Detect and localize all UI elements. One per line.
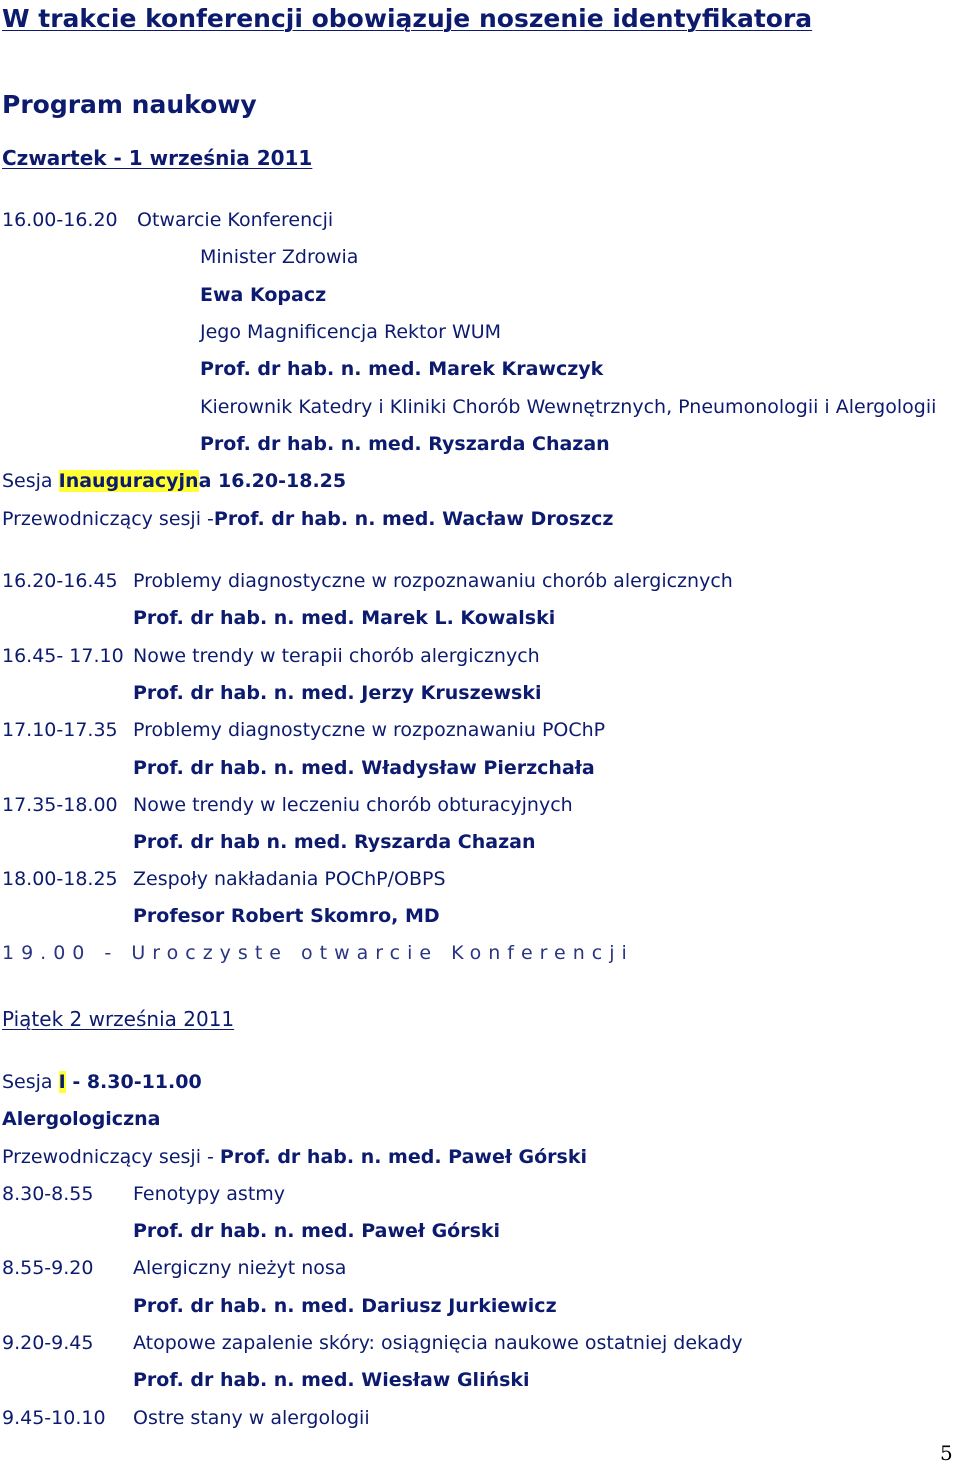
talk-8-time: 9.20-9.45 xyxy=(2,1332,94,1354)
page-title: W trakcie konferencji obowiązuje noszenie identyfikatora xyxy=(2,4,813,33)
talk-8-speaker: Prof. dr hab. n. med. Wiesław Gliński xyxy=(133,1369,530,1391)
talk-3-title: Problemy diagnostyczne w rozpoznawaniu POChP xyxy=(133,719,606,741)
talk-3-time: 17.10-17.35 xyxy=(2,719,118,741)
talk-2-title: Nowe trendy w terapii chorób alergicznych xyxy=(133,645,540,667)
opening-line-6: Prof. dr hab. n. med. Ryszarda Chazan xyxy=(200,433,610,455)
talk-6-title: Fenotypy astmy xyxy=(133,1183,286,1205)
opening-time: 16.00-16.20 xyxy=(2,209,118,231)
talk-4-title: Nowe trendy w leczeniu chorób obturacyjnych xyxy=(133,794,573,816)
talk-1-time: 16.20-16.45 xyxy=(2,570,118,592)
talk-5-speaker: Profesor Robert Skomro, MD xyxy=(133,905,440,927)
opening-line-5: Kierownik Katedry i Kliniki Chorób Wewnętrznych, Pneumonologii i Alergologii xyxy=(200,396,937,418)
talk-2-speaker: Prof. dr hab. n. med. Jerzy Kruszewski xyxy=(133,682,542,704)
program-heading: Program naukowy xyxy=(2,90,257,119)
talk-6-time: 8.30-8.55 xyxy=(2,1183,94,1205)
talk-5-time: 18.00-18.25 xyxy=(2,868,118,890)
day1-heading: Czwartek - 1 września 2011 xyxy=(2,146,313,170)
session-inaugural-chair: Przewodniczący sesji -Prof. dr hab. n. med. Wacław Droszcz xyxy=(2,508,614,530)
opening-title: Otwarcie Konferencji xyxy=(137,209,334,231)
talk-7-speaker: Prof. dr hab. n. med. Dariusz Jurkiewicz xyxy=(133,1295,557,1317)
day2-heading: Piątek 2 września 2011 xyxy=(2,1007,235,1031)
talk-3-speaker: Prof. dr hab. n. med. Władysław Pierzchała xyxy=(133,757,595,779)
talk-4-time: 17.35-18.00 xyxy=(2,794,118,816)
session-1-chair: Przewodniczący sesji - Prof. dr hab. n. med. Paweł Górski xyxy=(2,1146,587,1168)
page-number: 5 xyxy=(940,1441,953,1465)
talk-7-title: Alergiczny nieżyt nosa xyxy=(133,1257,347,1279)
opening-line-3: Jego Magnificencja Rektor WUM xyxy=(200,321,502,343)
talk-8-title: Atopowe zapalenie skóry: osiągnięcia naukowe ostatniej dekady xyxy=(133,1332,743,1354)
ceremony-line: 19.00 - Uroczyste otwarcie Konferencji xyxy=(2,942,634,964)
talk-7-time: 8.55-9.20 xyxy=(2,1257,94,1279)
talk-4-speaker: Prof. dr hab n. med. Ryszarda Chazan xyxy=(133,831,536,853)
talk-2-time: 16.45- 17.10 xyxy=(2,645,124,667)
talk-9-time: 9.45-10.10 xyxy=(2,1407,106,1429)
session-1: Sesja I - 8.30-11.00 xyxy=(2,1071,202,1093)
talk-6-speaker: Prof. dr hab. n. med. Paweł Górski xyxy=(133,1220,501,1242)
talk-5-title: Zespoły nakładania POChP/OBPS xyxy=(133,868,446,890)
opening-line-4: Prof. dr hab. n. med. Marek Krawczyk xyxy=(200,358,604,380)
talk-9-title: Ostre stany w alergologii xyxy=(133,1407,370,1429)
session-inaugural: Sesja Inauguracyjna 16.20-18.25 xyxy=(2,470,347,492)
talk-1-speaker: Prof. dr hab. n. med. Marek L. Kowalski xyxy=(133,607,556,629)
opening-line-1: Minister Zdrowia xyxy=(200,246,359,268)
talk-1-title: Problemy diagnostyczne w rozpoznawaniu chorób alergicznych xyxy=(133,570,733,592)
session-1-subtitle: Alergologiczna xyxy=(2,1108,161,1130)
opening-line-2: Ewa Kopacz xyxy=(200,284,327,306)
